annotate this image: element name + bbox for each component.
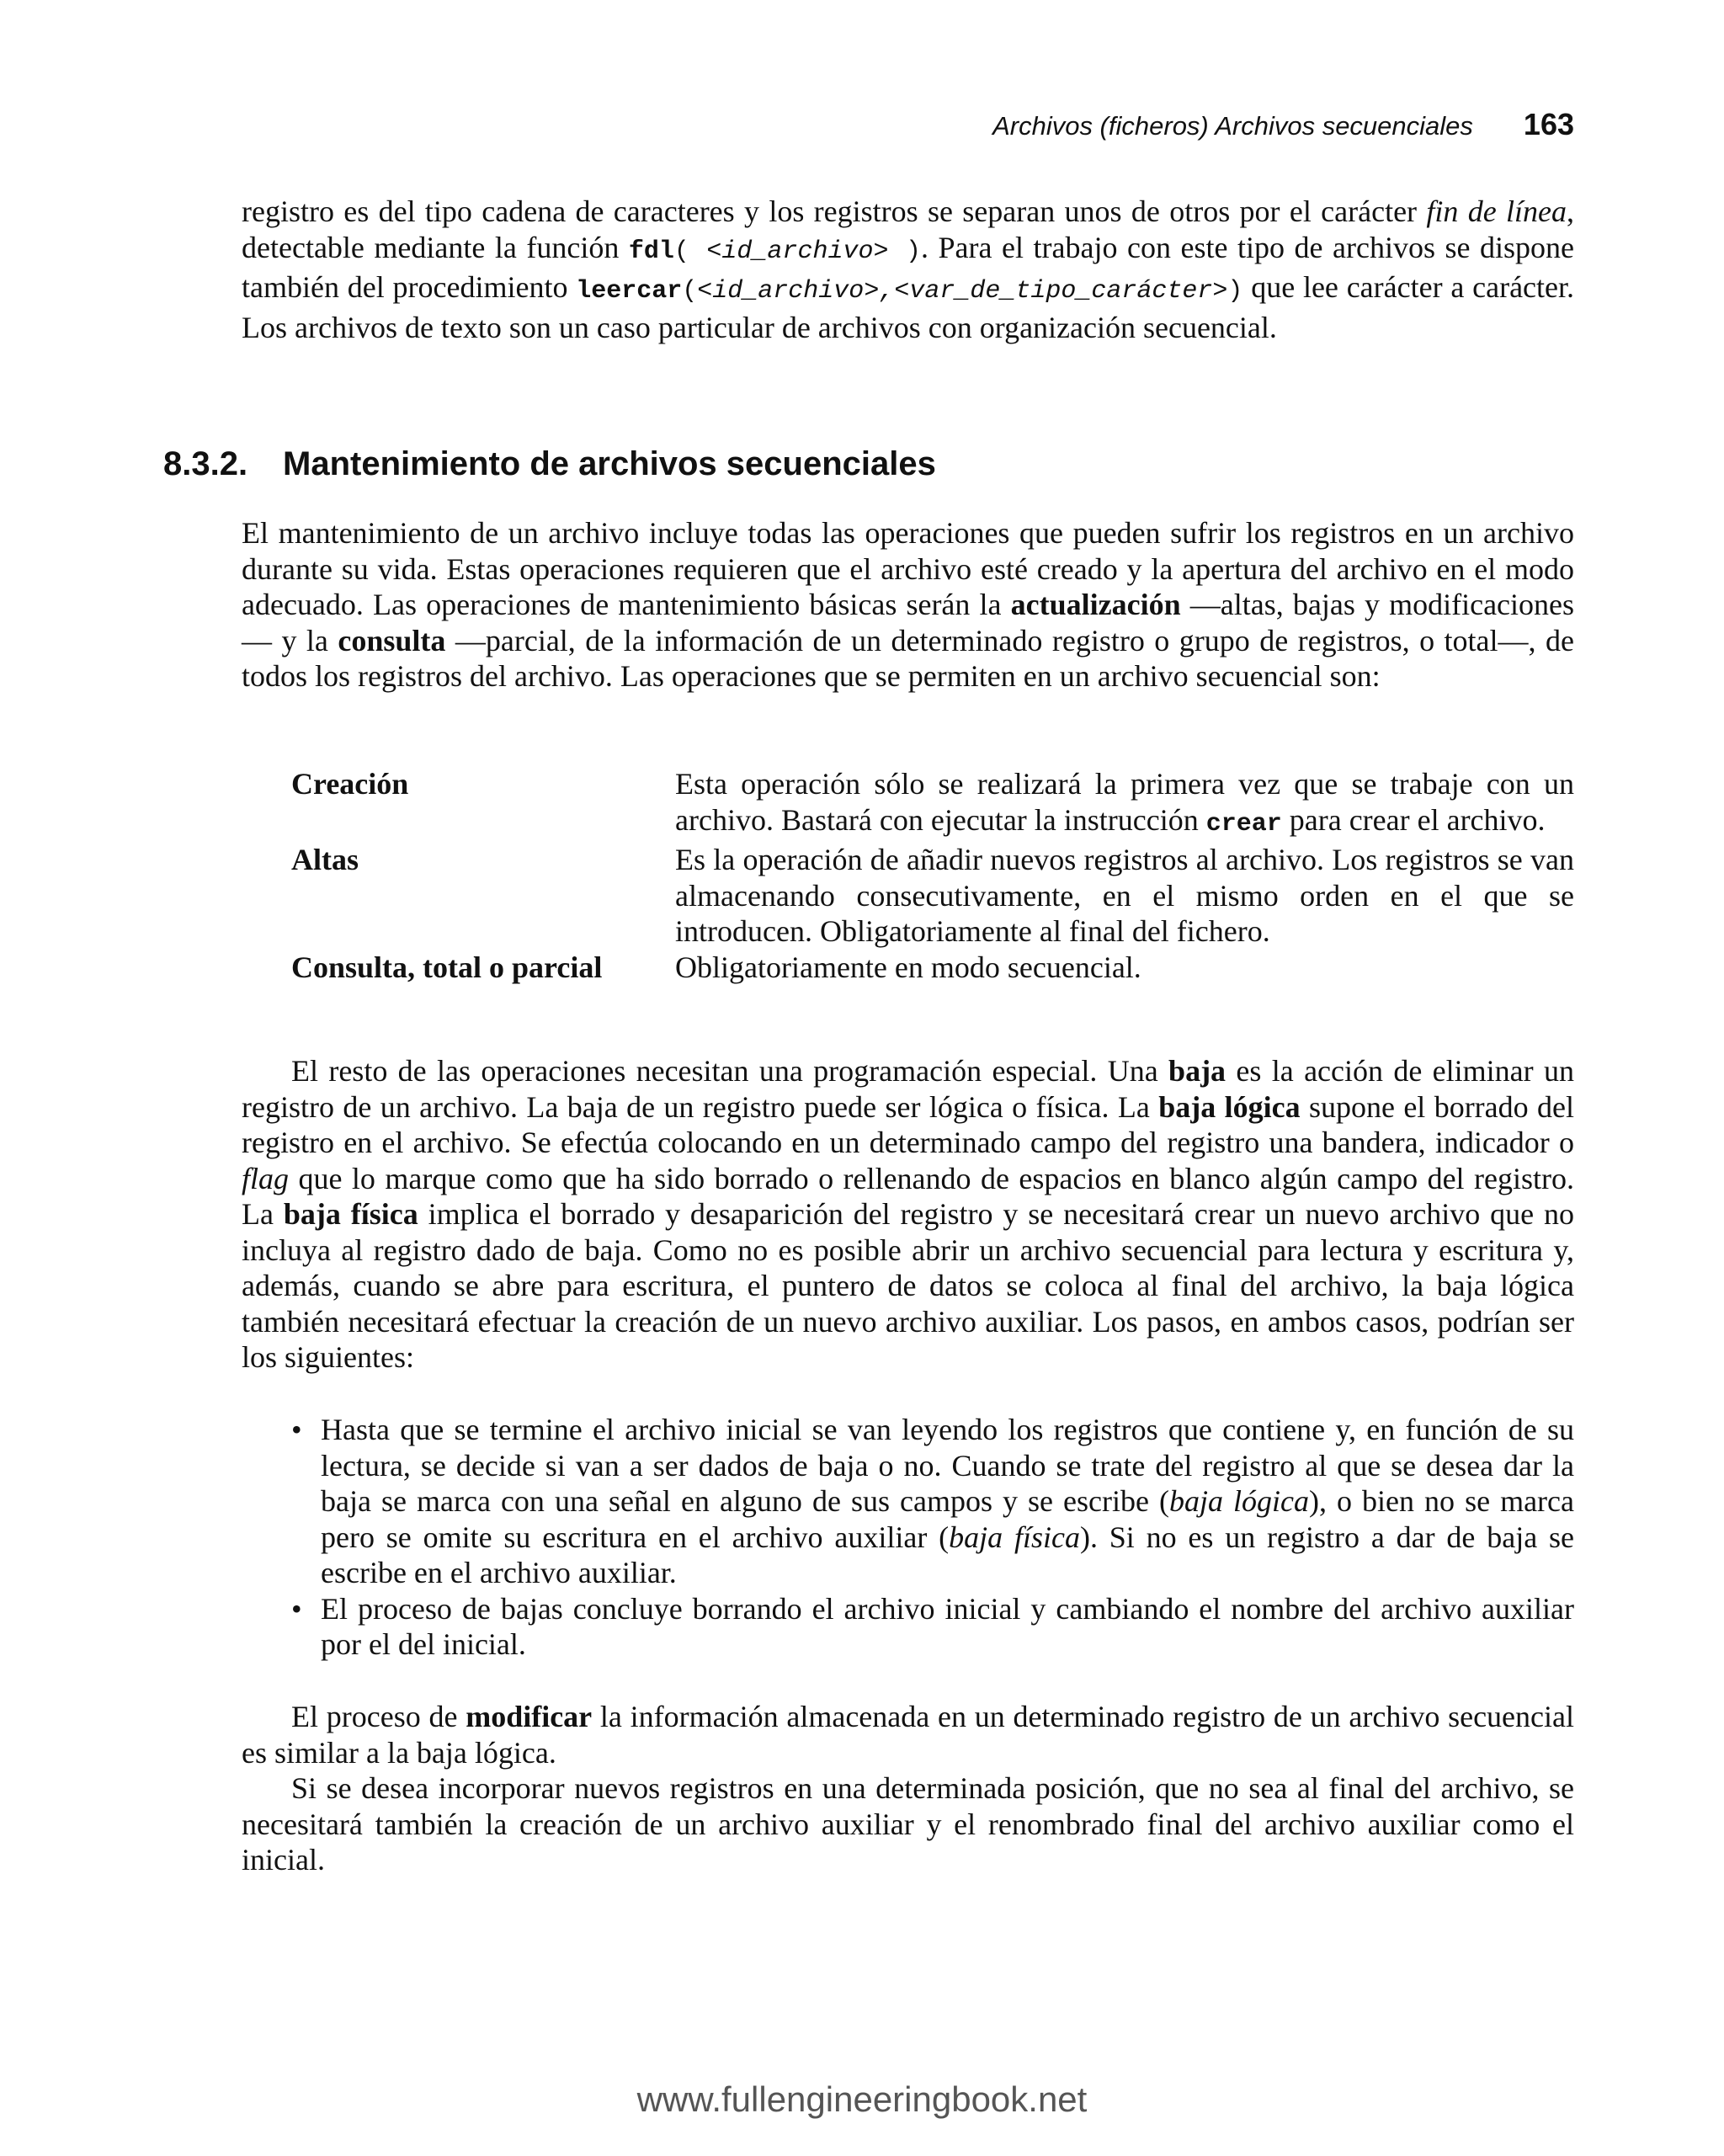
operation-definition: Es la operación de añadir nuevos registros al archivo. Los registros se van almacenando consecutivamente, en el mismo orden en el que se introducen. Obligatoriamente al final del fichero. <box>675 843 1574 948</box>
italic-term: fin de línea <box>1426 194 1567 228</box>
code-run: ) <box>1227 277 1243 306</box>
bold-term: baja física <box>283 1197 418 1231</box>
italic-term: flag <box>242 1161 290 1195</box>
list-item <box>291 1591 1574 1663</box>
intro-paragraph <box>242 194 1574 345</box>
bold-term: modificar <box>466 1700 593 1733</box>
bold-term: baja <box>1168 1054 1226 1088</box>
text-run: —altas, bajas y modificaciones— y la <box>242 588 1575 657</box>
code-run: ( <box>673 237 707 266</box>
footer-url: www.fullengineeringbook.net <box>636 2079 1088 2119</box>
bold-term: consulta <box>338 623 446 657</box>
italic-term: baja física <box>949 1520 1080 1554</box>
intro-text <box>242 194 1574 345</box>
code-run: ( <box>682 277 698 306</box>
running-head <box>0 108 1574 143</box>
code-crear: crear <box>1205 809 1282 838</box>
bold-term: actualización <box>1010 588 1181 621</box>
page-number: 163 <box>1523 107 1574 141</box>
text-run: es la acción de eliminar un registro de un archivo. La baja de un registro puede ser lógica o física. La <box>242 1054 1574 1124</box>
paragraph-text <box>242 1699 1574 1770</box>
text-run: la información almacenada en un determinado registro de un archivo secuencial es similar a la baja lógica. <box>242 1700 1574 1770</box>
text-run: implica el borrado y desaparición del registro y se necesitará crear un nuevo archivo que no incluya al registro dado de baja. Como no es posible abrir un archivo secuencial para lectura y escritura y, además, cuando se abre para escritura, el puntero de datos se coloca al final del archivo, la baja lógica también necesitará efectuar la creación de un nuevo archivo auxiliar. Los pasos, en ambos casos, podrían ser los siguientes: <box>242 1197 1575 1374</box>
text-run: para crear el archivo. <box>1281 802 1546 837</box>
list-item <box>291 1412 1574 1591</box>
code-param: <id_archivo> <box>706 237 889 266</box>
text-run: que lee carácter a carácter. Los archivos de texto son un caso particular de archivos con organización secuencial. <box>242 270 1575 344</box>
bullet-mark: • <box>291 1591 302 1626</box>
text-run: —parcial, de la información de un determinado registro o grupo de registros, o total—, de todos los registros del archivo. Las operaciones que se permiten en un archivo secuencial son: <box>242 623 1574 693</box>
code-fdl: fdl <box>628 237 674 266</box>
operations-list <box>291 766 1574 985</box>
code-leercar: leercar <box>576 277 683 306</box>
text-run: El proceso de bajas concluye borrando el archivo inicial y cambiando el nombre del archivo auxiliar por el del inicial. <box>321 1591 1574 1661</box>
text-run: . Para el trabajo con este tipo de archivos se dispone también del procedimiento <box>242 230 1574 304</box>
text-run: Esta operación sólo se realizará la primera vez que se trabaje con un archivo. Bastará con ejecutar la instrucción <box>675 767 1574 837</box>
text-run: que lo marque como que ha sido borrado o rellenando de espacios en blanco algún campo del registro. La <box>242 1161 1574 1231</box>
code-run: ) <box>888 237 921 266</box>
text-run: El proceso de <box>291 1700 466 1733</box>
section-number: 8.3.2. <box>163 445 248 482</box>
running-title: Archivos (ficheros) Archivos secuenciales <box>992 111 1473 141</box>
paragraph-text: Si se desea incorporar nuevos registros en una determinada posición, que no sea al final del archivo, se necesitará también la creación de un archivo auxiliar y el renombrado final del archivo auxiliar como el inicial. <box>242 1771 1574 1877</box>
paragraph-modificar <box>242 1699 1574 1878</box>
text-run: Hasta que se termine el archivo inicial se van leyendo los registros que contiene y, en función de su lectura, se decide si van a ser dados de baja o no. Cuando se trate del registro al que se desea dar la baja se marca con una señal en alguno de sus campos y se escribe ( <box>321 1413 1574 1518</box>
bullet-mark: • <box>291 1413 302 1446</box>
operation-item <box>291 950 1574 986</box>
steps-list <box>291 1412 1574 1663</box>
text-run: , detectable mediante la función <box>242 194 1574 264</box>
operation-definition <box>675 766 1574 842</box>
text-run: ), o bien no se marca pero se omite su escritura en el archivo auxiliar ( <box>321 1484 1575 1554</box>
text-run: registro es del tipo cadena de caracteres y los registros se separan unos de otros por el carácter <box>242 194 1427 228</box>
operation-definition: Obligatoriamente en modo secuencial. <box>675 950 1141 984</box>
section-title: Mantenimiento de archivos secuenciales <box>283 445 936 482</box>
operation-item <box>291 766 1574 842</box>
paragraph-text <box>242 515 1574 695</box>
text-run: ). Si no es un registro a dar de baja se escribe en el archivo auxiliar. <box>321 1520 1575 1589</box>
text-run: supone el borrado del registro en el archivo. Se efectúa colocando en un determinado campo del registro una bandera, indicador o <box>242 1089 1574 1159</box>
code-param: <id_archivo>,<var_de_tipo_carácter> <box>697 277 1228 306</box>
text-run: El mantenimiento de un archivo incluye todas las operaciones que pueden sufrir los registros en un archivo durante su vida. Estas operaciones requieren que el archivo esté creado y la apertura del archivo en el modo adecuado. Las operaciones de mantenimiento básicas serán la <box>242 516 1574 621</box>
italic-term: baja lógica <box>1168 1484 1309 1518</box>
paragraph-bajas <box>242 1053 1574 1376</box>
bold-term: baja lógica <box>1158 1089 1301 1124</box>
section-heading <box>163 444 936 484</box>
paragraph-maintenance <box>242 515 1574 695</box>
operation-item <box>291 842 1574 950</box>
operation-term: Altas <box>291 843 359 876</box>
operation-term: Consulta, total o parcial <box>291 950 603 984</box>
text-run: El resto de las operaciones necesitan una programación especial. Una <box>291 1054 1169 1088</box>
paragraph-text <box>242 1053 1574 1376</box>
operation-term: Creación <box>291 767 409 801</box>
